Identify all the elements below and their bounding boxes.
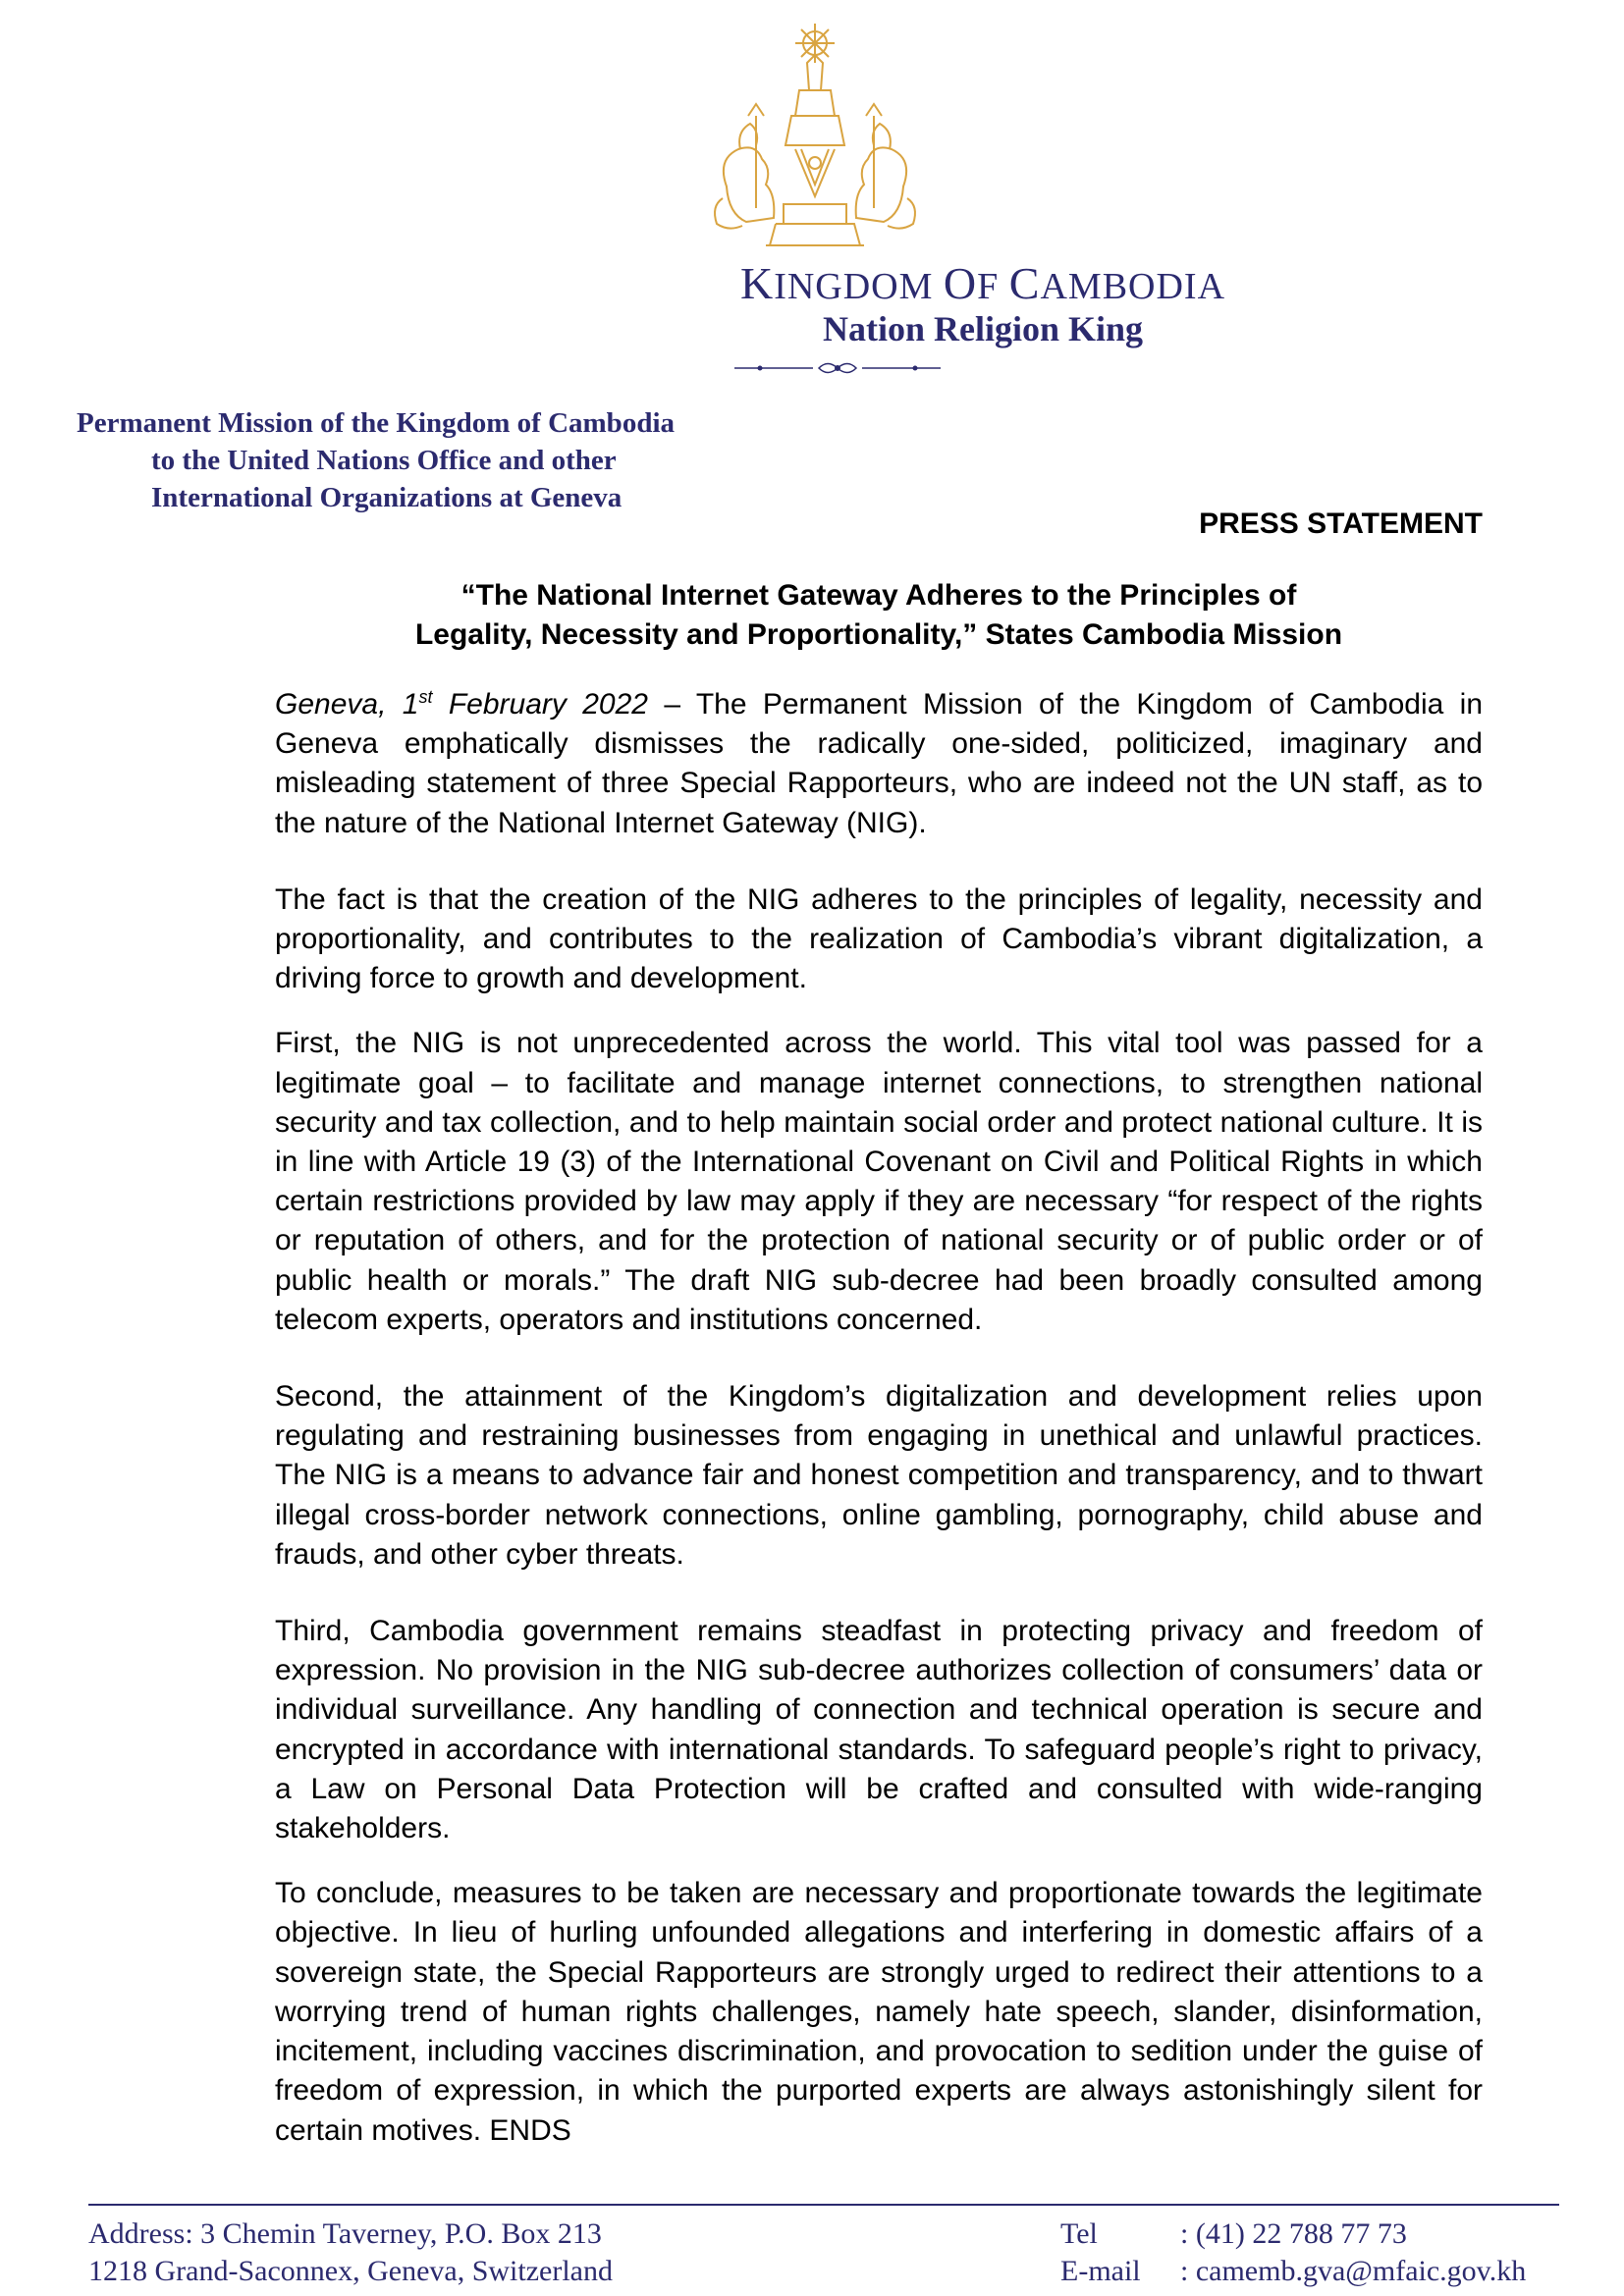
mission-name-block [75,404,782,516]
telephone-label: Tel [1060,2217,1098,2250]
document-type-label: PRESS STATEMENT [1199,507,1483,540]
footer-address [88,2216,776,2290]
telephone-line [1060,2216,1571,2253]
mission-line: International Organizations at Geneva [151,482,623,513]
email-value: : camemb.gva@mfaic.gov.kh [1180,2255,1527,2287]
dateline-text: – The Permanent Mission of the Kingdom of Cambodia in Geneva emphatically dismisses the radically one-sided, politicized, imaginary and misleading statement of three Special Rapporteurs, who are indeed not the UN staff, as to the nature of the National Internet Gateway (NIG). [275,688,1484,839]
date-ordinal: st [418,687,433,707]
royal-coat-of-arms-emblem [697,22,933,255]
body-paragraph: The fact is that the creation of the NIG adheres to the principles of legality, necessity and proportionality, and contributes to the realization of Cambodia’s vibrant digitalization, a driving force to growth and development. [275,882,1483,995]
dateline-place: Geneva, 1st February 2022 [275,687,648,721]
body-paragraph: First, the NIG is not unprecedented across the world. This vital tool was passed for a legitimate goal – to facilitate and manage internet connections, to strengthen national security and tax collection, and to help maintain social order and protect national culture. It is in line with Article 19 (3) of the International Covenant on Civil and Political Rights in which certain restrictions provided by law may apply if they are necessary “for respect of the rights or reputation of others, and for the protection of national security or of public order or of public health or morals.” The draft NIG sub-decree had been broadly consulted among telecom experts, operators and institutions concerned. [275,1027,1483,1336]
mission-line: to the United Nations Office and other [151,445,617,476]
address-line: 1218 Grand-Saconnex, Geneva, Switzerland [88,2255,613,2287]
headline-line: “The National Internet Gateway Adheres to the Principles of [460,579,1297,612]
national-motto: Nation Religion King [822,309,1144,348]
ornamental-divider [734,359,941,377]
address-line: Address: 3 Chemin Taverney, P.O. Box 213 [88,2217,602,2250]
kingdom-title-text: KINGDOM OF CAMBODIA [739,258,1226,308]
mission-line: Permanent Mission of the Kingdom of Cambodia [77,407,675,439]
kingdom-title [171,257,1624,309]
dateline-paragraph [275,685,1483,843]
email-label: E-mail [1060,2255,1141,2287]
telephone-value: : (41) 22 788 77 73 [1180,2217,1407,2250]
body-paragraph: Third, Cambodia government remains steadfast in protecting privacy and freedom of expression. No provision in the NIG sub-decree authorizes collection of consumers’ data or individual surveillance. Any handling of connection and technical operation is secure and encrypted in accordance with international standards. To safeguard people’s right to privacy, a Law on Personal Data Protection will be crafted and consulted with wide-ranging stakeholders. [275,1615,1483,1845]
footer-divider [88,2204,1559,2206]
body-paragraph: Second, the attainment of the Kingdom’s digitalization and development relies upon regulating and restraining businesses from engaging in unethical and unlawful practices. The NIG is a means to advance fair and honest competition and transparency, and to thwart illegal cross-border network connections, online gambling, pornography, child abuse and frauds, and other cyber threats. [275,1380,1483,1571]
body-paragraph: To conclude, measures to be taken are necessary and proportionate towards the legitimate objective. In lieu of hurling unfounded allegations and interfering in domestic affairs of a sovereign state, the Special Rapporteurs are strongly urged to redirect their attentions to a worrying trend of human rights challenges, namely hate speech, slander, disinformation, incitement, including vaccines discrimination, and provocation to sedition under the guise of freedom of expression, in which the purported experts are always astonishingly silent for certain motives. ENDS [275,1877,1483,2147]
statement-body [275,685,1483,2151]
footer-contacts [1060,2216,1571,2290]
statement-headline [275,576,1483,655]
email-line [1060,2253,1571,2290]
headline-line: Legality, Necessity and Proportionality,” States Cambodia Mission [414,618,1343,651]
